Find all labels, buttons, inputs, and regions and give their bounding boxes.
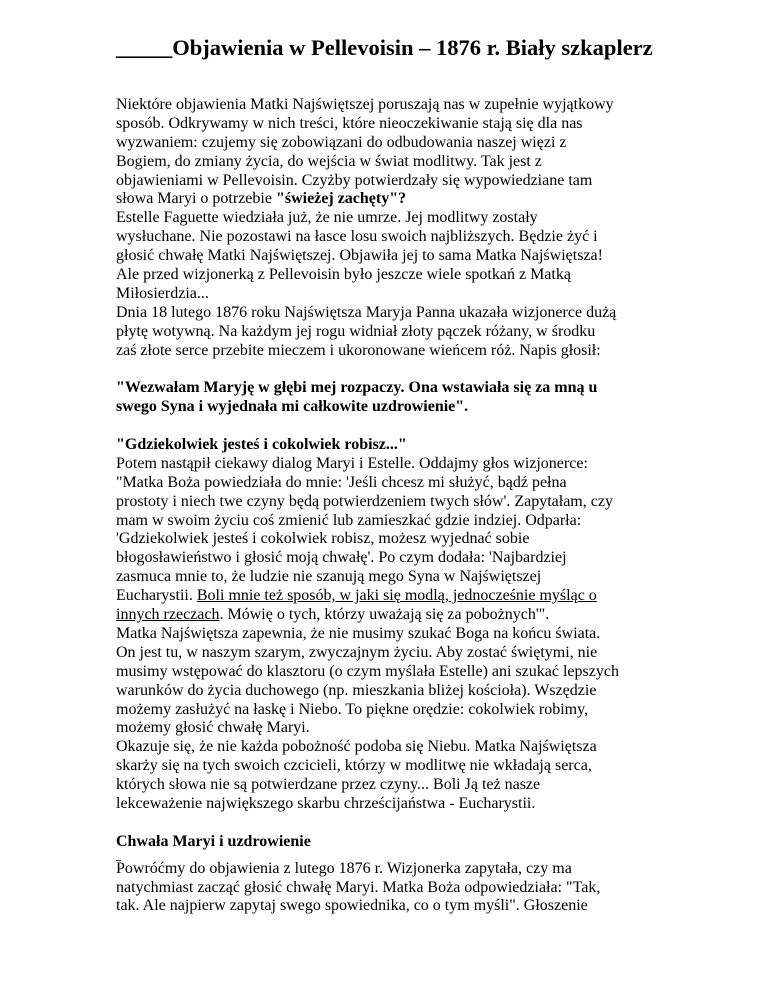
text-line (116, 587, 676, 606)
document-title: _____Objawienia w Pellevoisin – 1876 r. Biały szkaplerz (116, 35, 653, 60)
text-line: natychmiast zacząć głosić chwałę Maryi. Matka Boża odpowiedziała: "Tak, (116, 878, 601, 896)
text-line: Bogiem, do zmiany życia, do wejścia w świat modlitwy. Tak jest z (116, 152, 542, 170)
text-line: warunków do życia duchowego (np. mieszkania bliżej kościoła). Wszędzie (116, 681, 597, 699)
underlined-phrase: innych rzeczach (116, 606, 220, 624)
text-line: musimy wstępować do klasztoru (o czym myślała Estelle) ani szukać lepszych (116, 662, 619, 680)
text-line: On jest tu, w naszym szarym, zwyczajnym życiu. Aby zostać świętymi, nie (116, 643, 598, 661)
text-line: Powróćmy do objawienia z lutego 1876 r. Wizjonerka zapytała, czy ma (116, 859, 572, 877)
text-line: Dnia 18 lutego 1876 roku Najświętsza Maryja Panna ukazała wizjonerce dużą (116, 303, 617, 321)
text-line: możemy zasłużyć na łaskę i Niebo. To piękne orędzie: cokolwiek robimy, (116, 700, 589, 718)
bold-phrase: "świeżej zachęty"? (275, 190, 407, 208)
underlined-phrase: Boli mnie też sposób, w jaki się modlą, jednocześnie myśląc o (196, 587, 597, 605)
text-line: wyzwaniem: czujemy się zobowiązani do odbudowania naszej więzi z (116, 133, 567, 151)
section-heading: "Gdziekolwiek jesteś i cokolwiek robisz..." (116, 436, 407, 454)
text-line: Estelle Faguette wiedziała już, że nie umrze. Jej modlitwy zostały (116, 209, 538, 227)
text-line: zasmuca mnie to, że ludzie nie szanują mego Syna w Najświętszej (116, 568, 542, 586)
text-line: lekceważenie największego skarbu chrześcijaństwa - Eucharystii. (116, 794, 536, 812)
section-heading: Chwała Maryi i uzdrowienie (116, 832, 311, 850)
text-line: sposób. Odkrywamy w nich treści, które nieoczekiwanie stają się dla nas (116, 114, 583, 132)
text-line: "Matka Boża powiedziała do mnie: 'Jeśli chcesz mi służyć, bądź pełna (116, 473, 567, 491)
text-line: Matka Najświętsza zapewnia, że nie musimy szukać Boga na końcu świata. (116, 624, 601, 642)
inscription-quote (116, 379, 676, 417)
document-body (116, 96, 676, 916)
section-praise (116, 833, 676, 917)
text-line: wysłuchane. Nie pozostawi na łasce losu swoich najbliższych. Będzie żyć i (116, 228, 598, 246)
text-line: głosić chwałę Matki Najświętszej. Objawiła jej to sama Matka Najświętsza! (116, 247, 603, 265)
section-dialog (116, 436, 676, 814)
text-line: tak. Ale najpierw zapytaj swego spowiednika, co o tym myśli". Głoszenie (116, 897, 588, 915)
text-line: zaś złote serce przebite mieczem i ukoronowane wieńcem róż. Napis głosił: (116, 341, 601, 359)
text-line: których słowa nie są potwierdzane przez czyny... Boli Ją też nasze (116, 776, 541, 794)
text-line: skarży się na tych swoich czcicieli, którzy w modlitwę nie wkładają serca, (116, 757, 592, 775)
text-line: Okazuje się, że nie każda pobożność podoba się Niebu. Matka Najświętsza (116, 738, 597, 756)
text-span: . Mówię o tych, którzy uważają się za pobożnych'". (219, 606, 550, 624)
text-line: Potem nastąpił ciekawy dialog Maryi i Estelle. Oddajmy głos wizjonerce: (116, 454, 588, 472)
text-line (116, 606, 676, 625)
quote-line: swego Syna i wyjednała mi całkowite uzdrowienie". (116, 398, 469, 416)
text-line: błogosławieństwo i głosić moją chwałę'. Po czym dodała: 'Najbardziej (116, 549, 567, 567)
text-line: płytę wotywną. Na każdym jej rogu widniał złoty pączek różany, w środku (116, 322, 596, 340)
text-line: możemy głosić chwałę Maryi. (116, 719, 310, 737)
text-line: Ale przed wizjonerką z Pellevoisin było jeszcze wiele spotkań z Matką (116, 266, 571, 284)
text-line: 'Gdziekolwiek jesteś i cokolwiek robisz, możesz wyjednać sobie (116, 530, 530, 548)
text-line: mam w swoim życiu coś zmienić lub zamieszkać gdzie indziej. Odparła: (116, 511, 582, 529)
paragraph-intro (116, 96, 676, 360)
text-line (116, 190, 676, 209)
text-line: Miłosierdzia... (116, 284, 209, 302)
text-line: objawieniami w Pellevoisin. Czyżby potwierdzały się wypowiedziane tam (116, 171, 593, 189)
text-span: słowa Maryi o potrzebie (116, 190, 276, 208)
text-span: Eucharystii. (116, 587, 197, 605)
text-line: Niektóre objawienia Matki Najświętszej poruszają nas w zupełnie wyjątkowy (116, 96, 614, 113)
quote-line: "Wezwałam Maryję w głębi mej rozpaczy. Ona wstawiała się za mną u (116, 379, 598, 397)
text-line: prostoty i niech twe czyny będą potwierdzeniem twych słów'. Zapytałam, czy (116, 492, 613, 510)
